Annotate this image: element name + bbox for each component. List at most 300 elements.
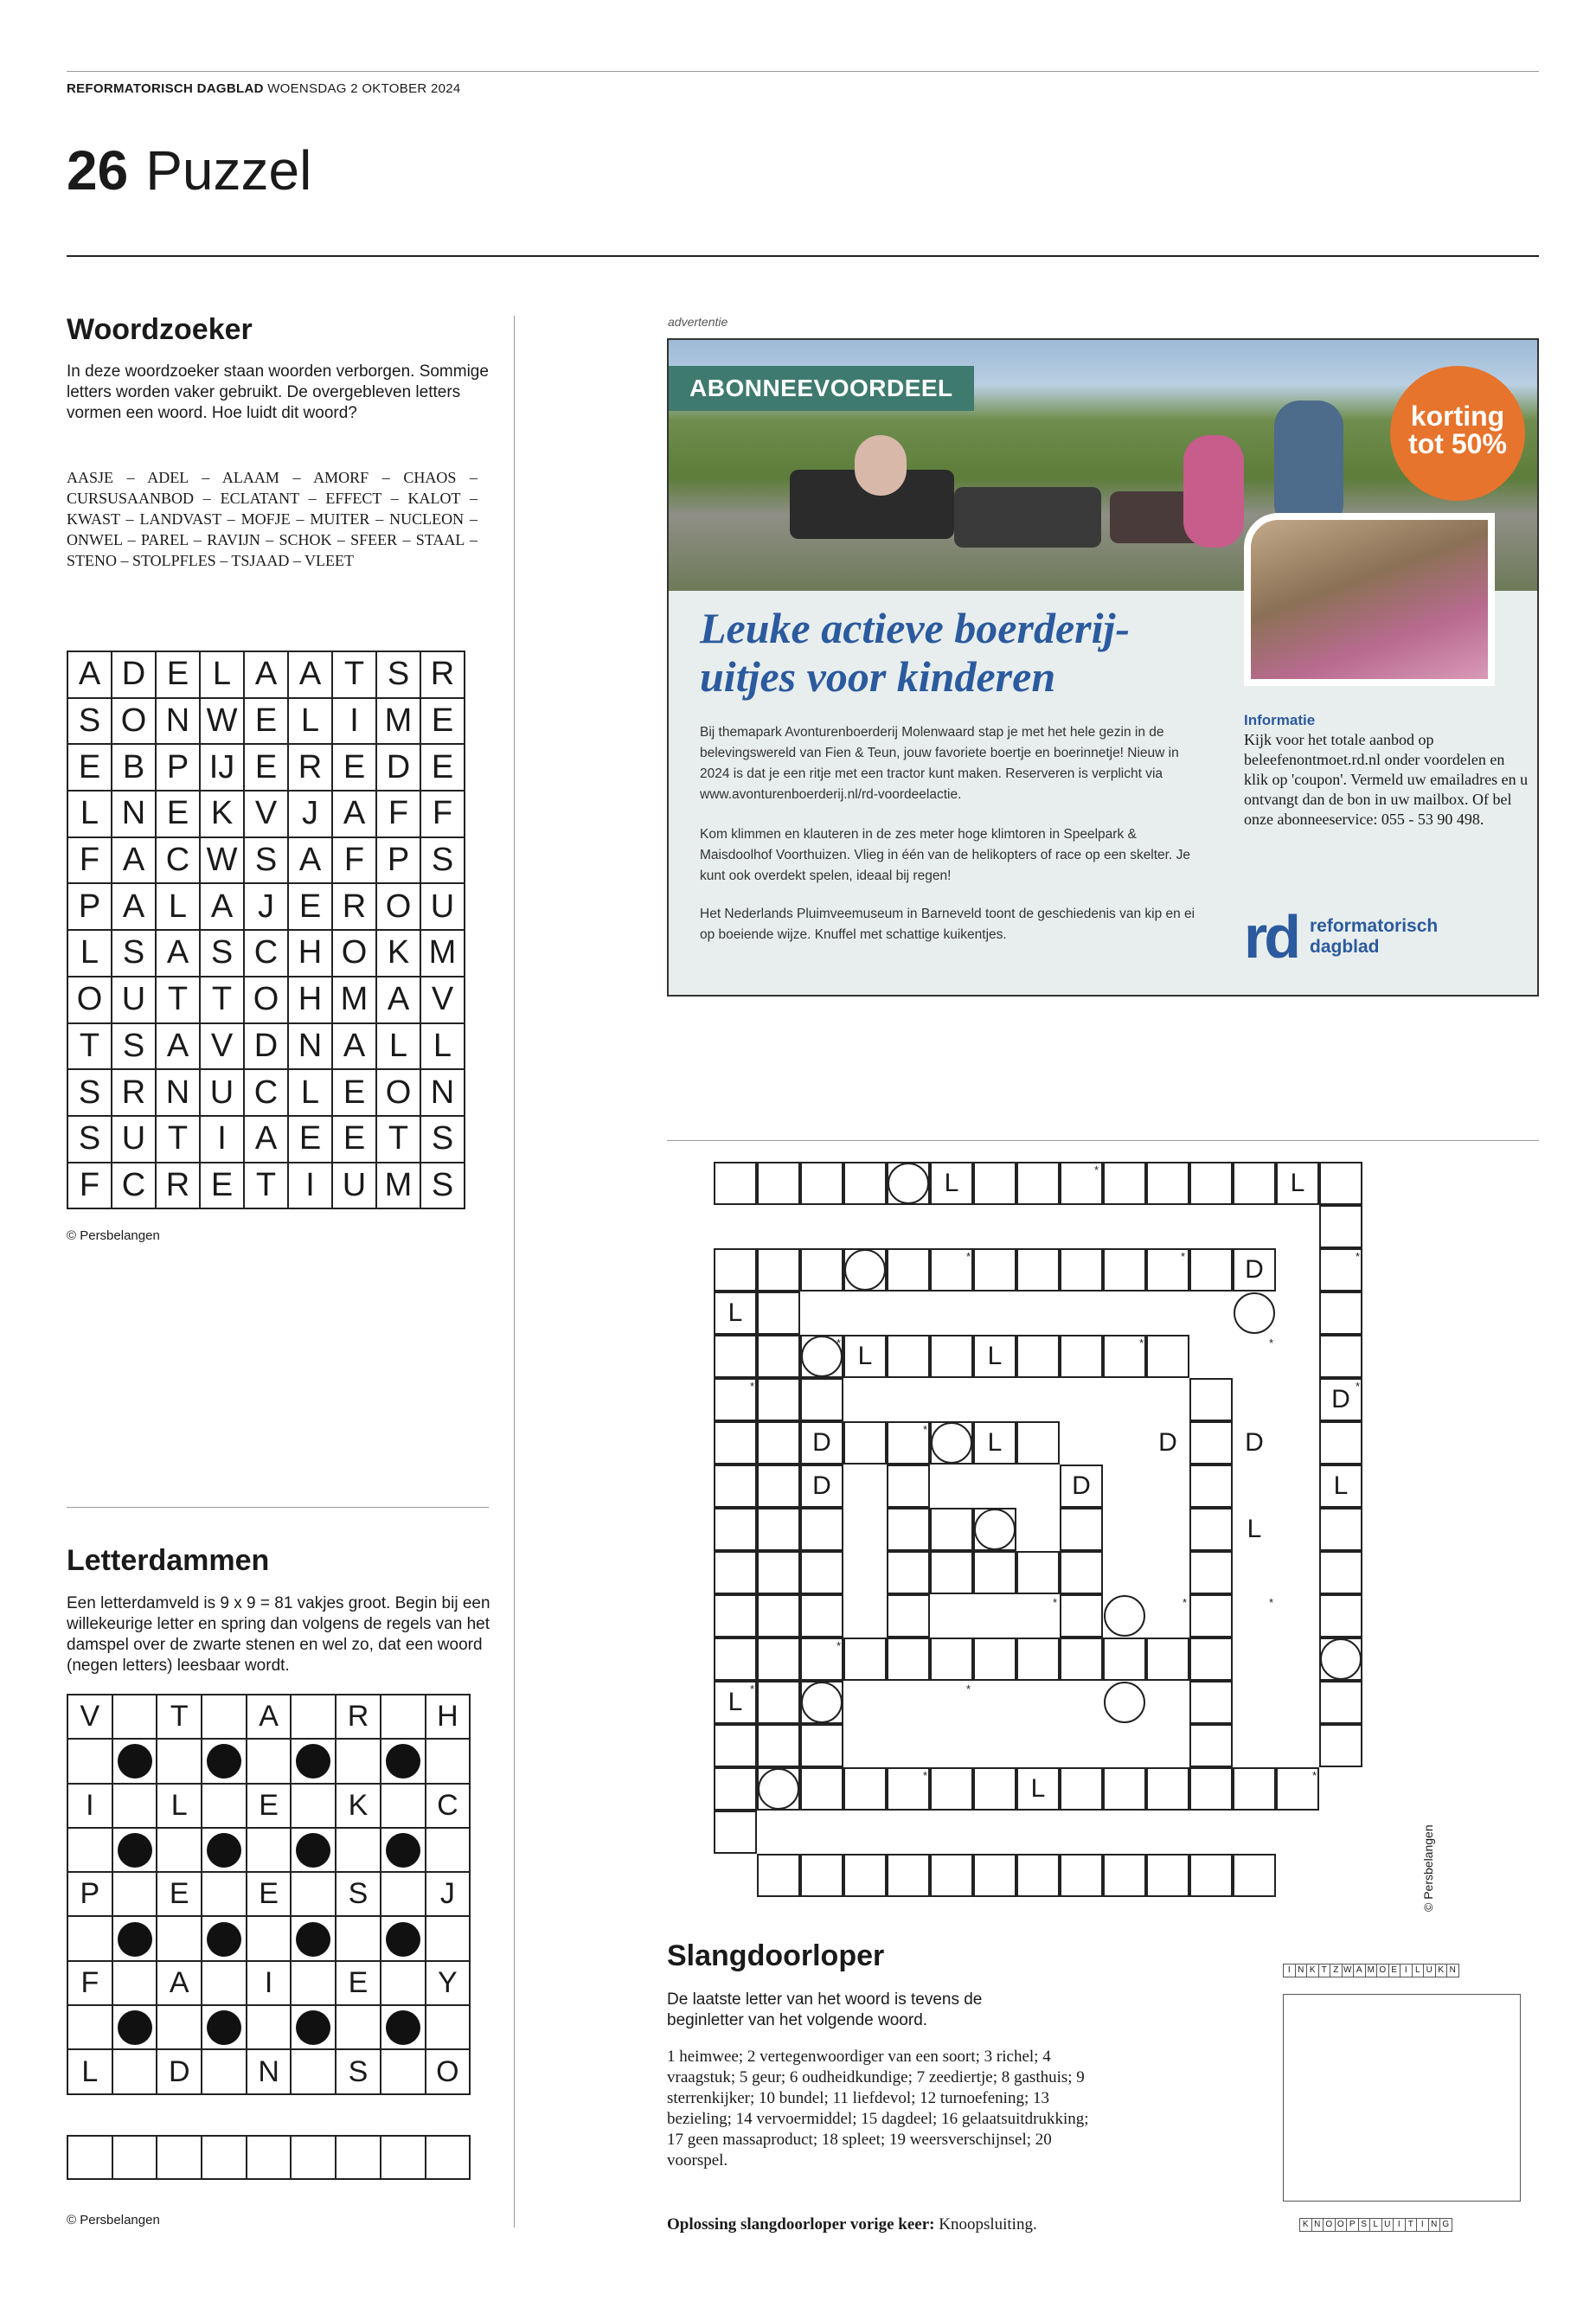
slang-cell[interactable] <box>757 1724 800 1767</box>
slang-cell[interactable] <box>1146 1767 1189 1811</box>
slang-cell[interactable] <box>757 1248 800 1292</box>
mini-cell: L <box>1370 2219 1382 2232</box>
circle-marker <box>844 1249 886 1291</box>
grid-cell[interactable]: T <box>332 651 376 698</box>
grid-cell[interactable]: T <box>200 977 244 1023</box>
grid-cell[interactable]: L <box>67 791 112 837</box>
discount-line1: korting <box>1410 401 1505 432</box>
slang-cell[interactable] <box>1016 1162 1060 1205</box>
slang-cell[interactable] <box>887 1465 930 1508</box>
grid-cell[interactable]: I <box>288 1163 332 1209</box>
grid-cell[interactable]: B <box>112 744 156 791</box>
mini-cell: A <box>1354 1965 1366 1977</box>
board-cell[interactable]: N <box>247 2049 292 2093</box>
circle-marker <box>758 1768 799 1810</box>
board-cell[interactable]: Y <box>426 1961 471 2005</box>
grid-cell[interactable]: V <box>420 977 465 1023</box>
slang-cell[interactable] <box>887 1551 930 1594</box>
slang-cell[interactable] <box>930 1638 973 1681</box>
slang-letter: D <box>1072 1471 1091 1500</box>
slangdoorloper-intro: De laatste letter van het woord is tevens de beginletter van het volgende woord. <box>667 1990 983 2029</box>
slang-letter: L <box>1290 1169 1305 1197</box>
board-cell[interactable]: I <box>247 1961 292 2005</box>
grid-cell[interactable]: U <box>112 1116 156 1163</box>
slang-cell[interactable] <box>930 1508 973 1551</box>
woordzoeker-intro: In deze woordzoeker staan woorden verborgen. Sommige letters worden vaker gebruikt. De overgebleven letters vormen een woord. Hoe luidt dit woord? <box>67 362 489 422</box>
slang-cell[interactable] <box>757 1335 800 1378</box>
slang-cell[interactable] <box>930 1551 973 1594</box>
grid-cell[interactable]: IJ <box>200 744 244 791</box>
board-cell[interactable]: E <box>157 1872 202 1916</box>
grid-cell[interactable]: A <box>376 977 420 1023</box>
slang-cell[interactable] <box>757 1681 800 1724</box>
grid-cell[interactable]: N <box>156 1069 200 1116</box>
board-cell[interactable]: V <box>67 1695 112 1739</box>
grid-cell[interactable]: F <box>420 791 465 837</box>
board-cell[interactable]: I <box>67 1784 112 1828</box>
slang-cell[interactable] <box>1016 1335 1060 1378</box>
grid-cell[interactable]: S <box>112 1023 156 1070</box>
star-marker: * <box>1356 1250 1361 1263</box>
grid-cell[interactable]: L <box>288 698 332 745</box>
slang-cell[interactable] <box>1319 1292 1362 1335</box>
grid-cell[interactable]: S <box>112 930 156 977</box>
grid-cell[interactable]: I <box>200 1116 244 1163</box>
board-cell[interactable]: E <box>247 1784 292 1828</box>
slang-cell[interactable] <box>757 1378 800 1421</box>
slang-cell[interactable] <box>757 1854 800 1897</box>
slang-letter: L <box>987 1428 1003 1457</box>
grid-cell[interactable]: A <box>67 651 112 698</box>
grid-cell[interactable]: W <box>200 837 244 884</box>
slang-cell[interactable] <box>1233 1854 1276 1897</box>
grid-cell[interactable]: L <box>200 651 244 698</box>
grid-cell[interactable]: L <box>67 930 112 977</box>
grid-cell[interactable]: C <box>156 837 200 884</box>
slang-letter: D <box>812 1428 831 1457</box>
grid-cell[interactable]: E <box>332 1116 376 1163</box>
grid-cell[interactable]: E <box>156 651 200 698</box>
slang-cell[interactable] <box>800 1767 843 1811</box>
board-cell[interactable]: C <box>426 1784 471 1828</box>
grid-cell[interactable]: A <box>244 1116 288 1163</box>
star-marker: * <box>1312 1769 1317 1782</box>
slang-cell[interactable] <box>1189 1465 1233 1508</box>
board-cell[interactable]: P <box>67 1872 112 1916</box>
board-cell[interactable]: R <box>336 1695 381 1739</box>
grid-cell[interactable]: V <box>200 1023 244 1070</box>
slang-cell[interactable] <box>1189 1421 1233 1465</box>
mini-cell: T <box>1318 1965 1330 1977</box>
letterdammen-copyright: © Persbelangen <box>67 2213 160 2227</box>
slang-cell[interactable] <box>1146 1854 1189 1897</box>
star-marker: * <box>836 1639 842 1652</box>
grid-cell[interactable]: R <box>156 1163 200 1209</box>
slang-cell[interactable] <box>1060 1248 1103 1292</box>
grid-cell[interactable]: C <box>244 930 288 977</box>
slang-cell[interactable] <box>887 1508 930 1551</box>
grid-cell[interactable]: O <box>376 1069 420 1116</box>
board-cell[interactable]: A <box>157 1961 202 2005</box>
slang-cell[interactable] <box>1319 1681 1362 1724</box>
ad-info-label: Informatie <box>1244 712 1316 728</box>
slang-cell[interactable] <box>1060 1508 1103 1551</box>
slang-cell[interactable] <box>1060 1638 1103 1681</box>
mini-cell: U <box>1424 1965 1436 1977</box>
slang-cell[interactable] <box>1319 1421 1362 1465</box>
slang-cell[interactable] <box>843 1421 887 1465</box>
grid-cell[interactable]: V <box>244 791 288 837</box>
grid-cell[interactable]: S <box>244 837 288 884</box>
circle-marker <box>801 1682 843 1723</box>
board-cell[interactable]: O <box>426 2049 471 2093</box>
slang-cell[interactable] <box>843 1854 887 1897</box>
slang-cell[interactable] <box>714 1811 757 1854</box>
slang-cell[interactable] <box>1060 1594 1103 1638</box>
grid-cell[interactable]: S <box>420 837 465 884</box>
grid-cell[interactable]: E <box>200 1163 244 1209</box>
slang-cell[interactable] <box>714 1421 757 1465</box>
rd-logo-line1: reformatorisch <box>1310 916 1439 936</box>
slang-cell[interactable] <box>1319 1724 1362 1767</box>
grid-cell[interactable]: W <box>200 698 244 745</box>
star-marker: * <box>966 1250 971 1263</box>
grid-cell[interactable]: T <box>156 977 200 1023</box>
grid-cell[interactable]: R <box>288 744 332 791</box>
slang-cell[interactable] <box>714 1638 757 1681</box>
slang-cell[interactable] <box>843 1162 887 1205</box>
slang-letter: L <box>727 1298 743 1327</box>
grid-cell[interactable]: F <box>376 791 420 837</box>
board-cell[interactable]: F <box>67 1961 112 2005</box>
slang-cell[interactable] <box>1060 1335 1103 1378</box>
grid-cell[interactable]: K <box>376 930 420 977</box>
slang-cell[interactable] <box>1189 1724 1233 1767</box>
star-marker: * <box>836 1336 842 1349</box>
slang-cell[interactable] <box>887 1854 930 1897</box>
grid-cell[interactable]: A <box>332 1023 376 1070</box>
grid-cell[interactable]: S <box>67 1116 112 1163</box>
circle-marker <box>1234 1292 1275 1334</box>
grid-cell[interactable]: C <box>112 1163 156 1209</box>
slang-cell[interactable] <box>1189 1854 1233 1897</box>
grid-cell[interactable]: S <box>420 1163 465 1209</box>
grid-cell[interactable]: F <box>67 837 112 884</box>
grid-cell[interactable]: U <box>332 1163 376 1209</box>
grid-cell[interactable]: P <box>67 883 112 930</box>
slang-cell[interactable] <box>973 1854 1016 1897</box>
board-cell[interactable]: E <box>247 1872 292 1916</box>
slang-cell[interactable] <box>757 1292 800 1335</box>
grid-cell[interactable]: A <box>156 1023 200 1070</box>
mini-cell: Z <box>1330 1965 1343 1977</box>
slang-cell[interactable] <box>1189 1162 1233 1205</box>
grid-cell[interactable]: T <box>376 1116 420 1163</box>
grid-cell[interactable]: H <box>288 977 332 1023</box>
grid-cell[interactable]: E <box>332 1069 376 1116</box>
slang-cell[interactable] <box>1189 1378 1233 1421</box>
grid-cell[interactable]: M <box>376 1163 420 1209</box>
slang-cell[interactable] <box>757 1162 800 1205</box>
grid-cell[interactable]: P <box>156 744 200 791</box>
grid-cell[interactable]: L <box>420 1023 465 1070</box>
grid-cell[interactable]: A <box>288 837 332 884</box>
board-cell[interactable]: L <box>157 1784 202 1828</box>
slang-cell[interactable] <box>1189 1594 1233 1638</box>
star-marker: * <box>1356 1380 1361 1393</box>
grid-cell[interactable]: S <box>67 698 112 745</box>
slang-cell[interactable] <box>1233 1162 1276 1205</box>
grid-cell[interactable]: I <box>332 698 376 745</box>
grid-cell[interactable]: U <box>112 977 156 1023</box>
grid-cell[interactable]: E <box>420 744 465 791</box>
mini-cell: T <box>1405 2219 1417 2232</box>
grid-cell[interactable]: E <box>332 744 376 791</box>
grid-cell[interactable]: O <box>332 930 376 977</box>
grid-cell[interactable]: T <box>67 1023 112 1070</box>
board-cell[interactable]: A <box>247 1695 292 1739</box>
grid-cell[interactable]: R <box>112 1069 156 1116</box>
slang-cell[interactable] <box>1319 1551 1362 1594</box>
mini-cell: N <box>1428 2219 1440 2232</box>
grid-cell[interactable]: R <box>420 651 465 698</box>
slang-letter: D <box>1245 1428 1264 1457</box>
slang-cell[interactable] <box>714 1162 757 1205</box>
slang-cell[interactable] <box>1319 1162 1362 1205</box>
grid-cell[interactable]: E <box>156 791 200 837</box>
grid-cell[interactable]: J <box>288 791 332 837</box>
grid-cell[interactable]: O <box>67 977 112 1023</box>
grid-cell[interactable]: J <box>244 883 288 930</box>
grid-cell[interactable]: A <box>332 791 376 837</box>
grid-cell[interactable]: F <box>332 837 376 884</box>
slangdoorloper-clues: 1 heimwee; 2 vertegenwoordiger van een soort; 3 richel; 4 vraagstuk; 5 geur; 6 oudheidkundige; 7 zeediertje; 8 gasthuis; 9 sterrenkijker; 10 bundel; 11 liefdevol; 12 turnoefening; 13 bezieling; 14 vervoermiddel; 15 dagdeel; 16 gelaatsuitdrukking; 17 geen massaproduct; 18 spleet; 19 weersverschijnsel; 20 voorspel. <box>667 2048 1089 2170</box>
slang-cell[interactable] <box>973 1551 1016 1594</box>
slang-letter: L <box>857 1342 873 1370</box>
grid-cell[interactable]: L <box>288 1069 332 1116</box>
grid-cell[interactable]: M <box>376 698 420 745</box>
grid-cell[interactable]: D <box>376 744 420 791</box>
slang-cell[interactable] <box>887 1638 930 1681</box>
slang-cell[interactable] <box>714 1767 757 1811</box>
grid-cell[interactable]: C <box>244 1069 288 1116</box>
slang-cell[interactable] <box>757 1421 800 1465</box>
board-cell[interactable]: J <box>426 1872 471 1916</box>
slang-cell[interactable] <box>800 1854 843 1897</box>
slang-cell[interactable] <box>800 1248 843 1292</box>
grid-cell[interactable]: E <box>67 744 112 791</box>
slang-cell[interactable] <box>1146 1335 1189 1378</box>
star-marker: * <box>750 1682 755 1695</box>
slang-cell[interactable] <box>1103 1638 1146 1681</box>
slang-cell[interactable] <box>1016 1854 1060 1897</box>
slang-cell[interactable] <box>757 1638 800 1681</box>
grid-cell[interactable]: T <box>156 1116 200 1163</box>
slang-cell[interactable] <box>800 1508 843 1551</box>
grid-cell[interactable]: L <box>376 1023 420 1070</box>
slang-cell[interactable] <box>800 1594 843 1638</box>
slang-cell[interactable] <box>757 1551 800 1594</box>
slang-cell[interactable] <box>714 1724 757 1767</box>
grid-cell[interactable]: U <box>420 883 465 930</box>
slang-cell[interactable] <box>1016 1248 1060 1292</box>
circle-marker <box>1104 1595 1145 1637</box>
slang-cell[interactable] <box>1016 1421 1060 1465</box>
slang-cell[interactable] <box>930 1854 973 1897</box>
grid-cell[interactable]: N <box>156 698 200 745</box>
grid-cell[interactable]: E <box>288 883 332 930</box>
ad-paragraph-2: Kom klimmen en klauteren in de zes meter hoge klimtoren in Speelpark & Maisdoolhof Voorthuizen. Vlieg in één van de helikopters of race op een skelter. Je kunt ook overdekt spelen, ideaal bij regen! <box>700 827 1190 883</box>
grid-cell[interactable]: O <box>376 883 420 930</box>
grid-cell[interactable]: U <box>200 1069 244 1116</box>
slang-cell[interactable] <box>714 1551 757 1594</box>
board-cell[interactable]: S <box>336 1872 381 1916</box>
board-cell[interactable]: D <box>157 2049 202 2093</box>
slang-cell[interactable] <box>1189 1248 1233 1292</box>
slang-cell[interactable] <box>757 1508 800 1551</box>
slang-cell[interactable] <box>973 1638 1016 1681</box>
slang-cell[interactable] <box>714 1335 757 1378</box>
letterdammen-title: Letterdammen <box>67 1544 270 1577</box>
slang-cell[interactable] <box>1060 1767 1103 1811</box>
circle-marker <box>974 1509 1016 1550</box>
slang-cell[interactable] <box>1016 1551 1060 1594</box>
woordzoeker-copyright: © Persbelangen <box>67 1228 160 1243</box>
slang-cell[interactable] <box>800 1551 843 1594</box>
grid-cell[interactable]: A <box>288 651 332 698</box>
circle-marker <box>1104 1682 1145 1723</box>
circle-marker <box>931 1422 972 1464</box>
slang-cell[interactable] <box>1189 1508 1233 1551</box>
slang-cell[interactable] <box>973 1248 1016 1292</box>
mini-cell: E <box>1388 1965 1401 1977</box>
grid-cell[interactable]: E <box>244 744 288 791</box>
grid-cell[interactable]: A <box>244 651 288 698</box>
slang-cell[interactable] <box>800 1378 843 1421</box>
grid-cell[interactable]: O <box>112 698 156 745</box>
grid-cell[interactable]: A <box>156 930 200 977</box>
board-cell[interactable]: T <box>157 1695 202 1739</box>
slang-cell[interactable] <box>1189 1551 1233 1594</box>
mini-cell: N <box>1311 2219 1324 2232</box>
grid-cell[interactable]: E <box>288 1116 332 1163</box>
grid-cell[interactable]: N <box>112 791 156 837</box>
slang-cell[interactable] <box>714 1248 757 1292</box>
grid-cell[interactable]: H <box>288 930 332 977</box>
star-marker: * <box>1181 1250 1186 1263</box>
slang-cell[interactable] <box>800 1162 843 1205</box>
rd-logo-mark: rd <box>1244 903 1298 971</box>
grid-cell[interactable]: K <box>200 791 244 837</box>
slang-cell[interactable] <box>843 1767 887 1811</box>
slang-cell[interactable] <box>714 1465 757 1508</box>
slang-cell[interactable] <box>1189 1767 1233 1811</box>
grid-cell[interactable]: S <box>200 930 244 977</box>
slang-cell[interactable] <box>930 1335 973 1378</box>
previous-solution-top-row <box>1283 1964 1459 1977</box>
slang-cell[interactable] <box>757 1594 800 1638</box>
board-cell[interactable]: E <box>336 1961 381 2005</box>
grid-cell[interactable]: N <box>420 1069 465 1116</box>
slang-cell[interactable] <box>973 1767 1016 1811</box>
grid-cell[interactable]: S <box>67 1069 112 1116</box>
slang-cell[interactable] <box>714 1508 757 1551</box>
ad-label: advertentie <box>668 315 728 329</box>
slang-cell[interactable] <box>800 1724 843 1767</box>
board-cell[interactable]: S <box>336 2049 381 2093</box>
grid-cell[interactable]: S <box>376 651 420 698</box>
slang-cell[interactable] <box>1103 1248 1146 1292</box>
slang-cell[interactable] <box>1319 1508 1362 1551</box>
slang-cell[interactable] <box>714 1594 757 1638</box>
grid-cell[interactable]: F <box>67 1163 112 1209</box>
star-marker: * <box>1183 1596 1188 1609</box>
grid-cell[interactable]: N <box>288 1023 332 1070</box>
slang-cell[interactable] <box>1189 1681 1233 1724</box>
slang-cell[interactable] <box>1319 1335 1362 1378</box>
ad-paragraph-1: Bij themapark Avonturenboerderij Molenwaard stap je met het hele gezin in de belevingswereld van Fien & Teun, jouw favoriete boertje en boerinnetje! Nieuw in 2024 is dat je een ritje met een tractor kunt maken. Reserveren is verplicht via www.avonturenboerderij.nl/rd-voordeelactie. <box>700 725 1179 802</box>
slangdoorloper-copyright: © Persbelangen <box>1421 1824 1435 1912</box>
grid-cell[interactable]: A <box>200 883 244 930</box>
slang-cell[interactable] <box>1189 1638 1233 1681</box>
mini-cell: U <box>1381 2219 1394 2232</box>
slang-cell[interactable] <box>1103 1854 1146 1897</box>
grid-cell[interactable]: D <box>112 651 156 698</box>
slang-cell[interactable] <box>1103 1162 1146 1205</box>
grid-cell[interactable]: A <box>112 837 156 884</box>
slang-cell[interactable] <box>1060 1854 1103 1897</box>
slang-cell[interactable] <box>1233 1767 1276 1811</box>
grid-cell[interactable]: M <box>420 930 465 977</box>
grid-cell[interactable]: E <box>244 698 288 745</box>
slang-cell[interactable] <box>887 1594 930 1638</box>
grid-cell[interactable]: L <box>156 883 200 930</box>
slang-cell[interactable] <box>1319 1594 1362 1638</box>
grid-cell[interactable]: M <box>332 977 376 1023</box>
slang-cell[interactable] <box>930 1767 973 1811</box>
grid-cell[interactable]: A <box>112 883 156 930</box>
grid-cell[interactable]: O <box>244 977 288 1023</box>
slang-letter: L <box>987 1342 1003 1370</box>
slang-cell[interactable] <box>887 1335 930 1378</box>
grid-cell[interactable]: D <box>244 1023 288 1070</box>
slang-letter: L <box>1030 1774 1046 1803</box>
slang-cell[interactable] <box>843 1638 887 1681</box>
grid-cell[interactable]: T <box>244 1163 288 1209</box>
slang-cell[interactable] <box>1146 1162 1189 1205</box>
mini-cell: S <box>1358 2219 1370 2232</box>
slang-cell[interactable] <box>1146 1638 1189 1681</box>
board-cell[interactable]: K <box>336 1784 381 1828</box>
grid-cell[interactable]: P <box>376 837 420 884</box>
slang-cell[interactable] <box>1319 1205 1362 1248</box>
slang-cell[interactable] <box>887 1248 930 1292</box>
grid-cell[interactable]: R <box>332 883 376 930</box>
slang-cell[interactable] <box>757 1465 800 1508</box>
board-cell[interactable]: L <box>67 2049 112 2093</box>
mini-cell: G <box>1440 2219 1452 2232</box>
board-cell[interactable]: H <box>426 1695 471 1739</box>
slang-cell[interactable] <box>1060 1551 1103 1594</box>
slang-cell[interactable] <box>973 1162 1016 1205</box>
previous-solution-label: Oplossing slangdoorloper vorige keer: <box>667 2215 935 2234</box>
grid-cell[interactable]: S <box>420 1116 465 1163</box>
mini-cell: I <box>1417 2219 1429 2232</box>
grid-cell[interactable]: E <box>420 698 465 745</box>
slang-cell[interactable] <box>1016 1638 1060 1681</box>
slang-cell[interactable] <box>1103 1767 1146 1811</box>
circle-marker <box>888 1163 929 1204</box>
